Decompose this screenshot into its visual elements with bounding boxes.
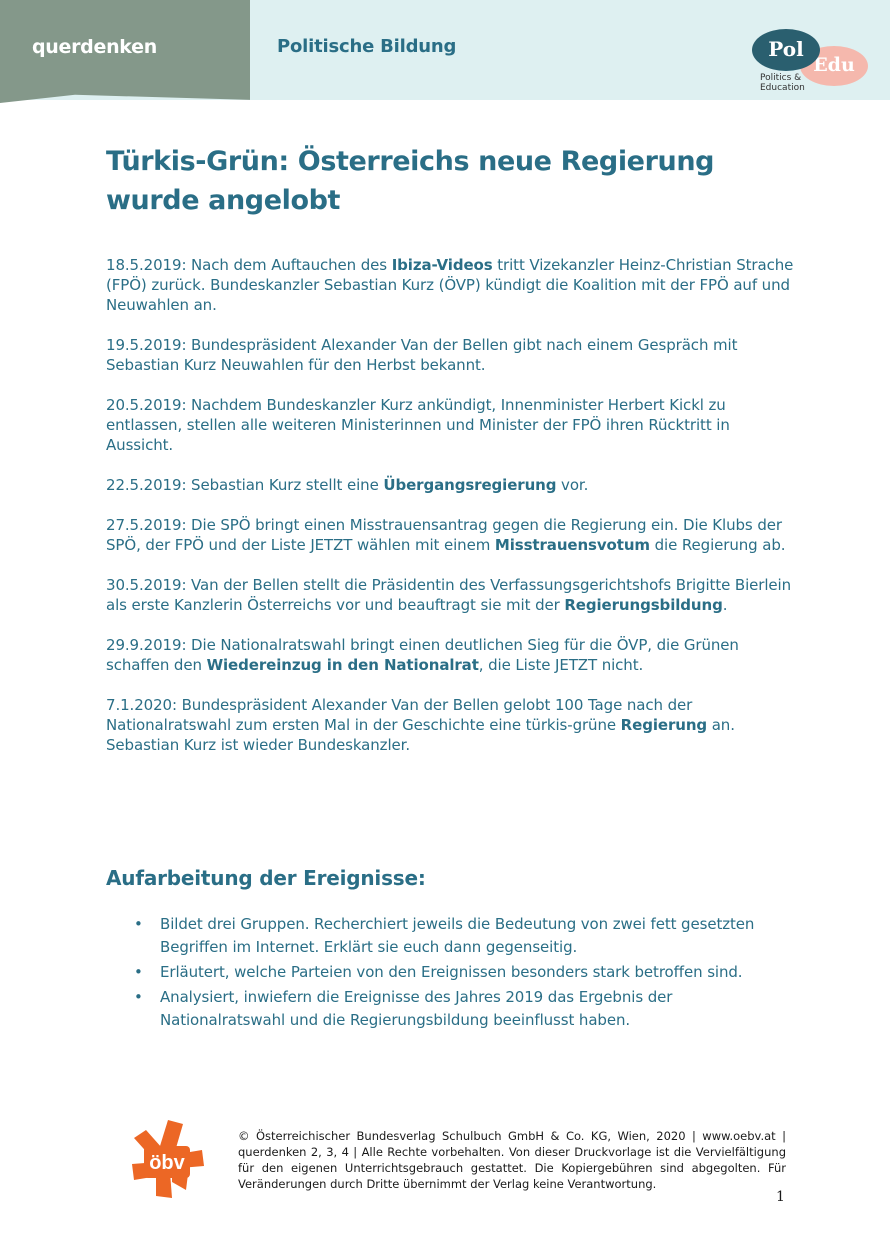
page-title: Türkis-Grün: Österreichs neue Regierung wurde angelobt xyxy=(106,146,715,216)
entry-text: 30.5.2019: Van der Bellen stellt die Präsidentin des Verfassungsgerichtshofs Brigitte Bierlein als erste Kanzlerin Österreichs vor und beauftragt sie mit der xyxy=(106,576,792,614)
oebv-logo-text: öbv xyxy=(149,1152,185,1174)
entry-text: 20.5.2019: Nachdem Bundeskanzler Kurz ankündigt, Innenminister Herbert Kickl zu entlassen, stellen alle weiteren Ministerinnen und Minister der FPÖ ihren Rücktritt in Aussicht. xyxy=(106,396,730,454)
entry-text: 27.5.2019: Die SPÖ bringt einen Misstrauensantrag gegen die Regierung ein. Die Klubs der SPÖ, der FPÖ und der Liste JETZT wählen mit einem xyxy=(106,516,782,554)
logo-subtitle-line1: Politics & xyxy=(760,73,802,83)
entry-text: 7.1.2020: Bundespräsident Alexander Van der Bellen gelobt 100 Tage nach der Nationalratswahl zum ersten Mal in der Geschichte eine türkis-grüne xyxy=(106,696,693,734)
timeline-entry xyxy=(106,695,796,755)
task-item xyxy=(106,961,796,984)
logo-pol-bubble: Pol xyxy=(752,29,820,71)
timeline-entry xyxy=(106,395,796,455)
bullet-icon: • xyxy=(134,963,143,981)
timeline xyxy=(106,255,796,775)
key-term: Ibiza-Videos xyxy=(391,256,493,274)
task-text: Analysiert, inwiefern die Ereignisse des Jahres 2019 das Ergebnis der Nationalratswahl und die Regierungsbildung beeinflusst haben. xyxy=(160,988,673,1029)
entry-text-end: . xyxy=(722,596,728,614)
task-list xyxy=(106,913,796,1034)
page-number: 1 xyxy=(776,1189,785,1205)
bullet-icon: • xyxy=(134,988,143,1006)
task-text: Erläutert, welche Parteien von den Ereignissen besonders stark betroffen sind. xyxy=(160,963,743,981)
logo-subtitle xyxy=(760,73,805,93)
task-item xyxy=(106,986,796,1032)
task-text: Bildet drei Gruppen. Recherchiert jeweils die Bedeutung von zwei fett gesetzten Begriffen im Internet. Erklärt sie euch dann gegenseitig. xyxy=(160,915,755,956)
timeline-entry xyxy=(106,515,796,555)
entry-text: 22.5.2019: Sebastian Kurz stellt eine xyxy=(106,476,384,494)
bullet-icon: • xyxy=(134,915,143,933)
timeline-entry xyxy=(106,475,796,495)
timeline-entry xyxy=(106,335,796,375)
timeline-entry xyxy=(106,255,796,315)
task-item xyxy=(106,913,796,959)
entry-text: 19.5.2019: Bundespräsident Alexander Van der Bellen gibt nach einem Gespräch mit Sebastian Kurz Neuwahlen für den Herbst bekannt. xyxy=(106,336,738,374)
oebv-logo xyxy=(128,1118,206,1200)
key-term: Regierungsbildung xyxy=(564,596,723,614)
entry-text-end: , die Liste JETZT nicht. xyxy=(478,656,644,674)
tasks-heading: Aufarbeitung der Ereignisse: xyxy=(106,866,426,890)
key-term: Übergangsregierung xyxy=(383,476,557,494)
logo-edu-bubble: Edu xyxy=(800,46,868,86)
entry-text-end: tritt Vizekanzler Heinz-Christian Strache (FPÖ) zurück. Bundeskanzler Sebastian Kurz (ÖVP) kündigt die Koalition mit der FPÖ auf und Neuwahlen an. xyxy=(106,256,794,314)
timeline-entry xyxy=(106,635,796,675)
section-label: Politische Bildung xyxy=(277,36,457,57)
key-term: Regierung xyxy=(620,716,708,734)
poledu-logo xyxy=(745,26,873,94)
key-term: Misstrauensvotum xyxy=(494,536,650,554)
entry-text-end: die Regierung ab. xyxy=(649,536,786,554)
timeline-entry xyxy=(106,575,796,615)
logo-subtitle-line2: Education xyxy=(760,83,805,93)
key-term: Wiedereinzug in den Nationalrat xyxy=(206,656,479,674)
entry-text-end: an. Sebastian Kurz ist wieder Bundeskanzler. xyxy=(106,716,735,754)
copyright-notice: © Österreichischer Bundesverlag Schulbuch GmbH & Co. KG, Wien, 2020 | www.oebv.at | querdenken 2, 3, 4 | Alle Rechte vorbehalten. Von dieser Druckvorlage ist die Vervielfältigung für den eigenen Unterrichtsgebrauch gestattet. Die Kopiergebühren sind abgegolten. Für Veränderungen durch Dritte übernimmt der Verlag keine Verantwortung. xyxy=(238,1129,786,1191)
entry-text: 18.5.2019: Nach dem Auftauchen des xyxy=(106,256,392,274)
brand-label: querdenken xyxy=(32,36,157,58)
entry-text-end: vor. xyxy=(556,476,589,494)
entry-text: 29.9.2019: Die Nationalratswahl bringt einen deutlichen Sieg für die ÖVP, die Grünen schaffen den xyxy=(106,636,739,674)
